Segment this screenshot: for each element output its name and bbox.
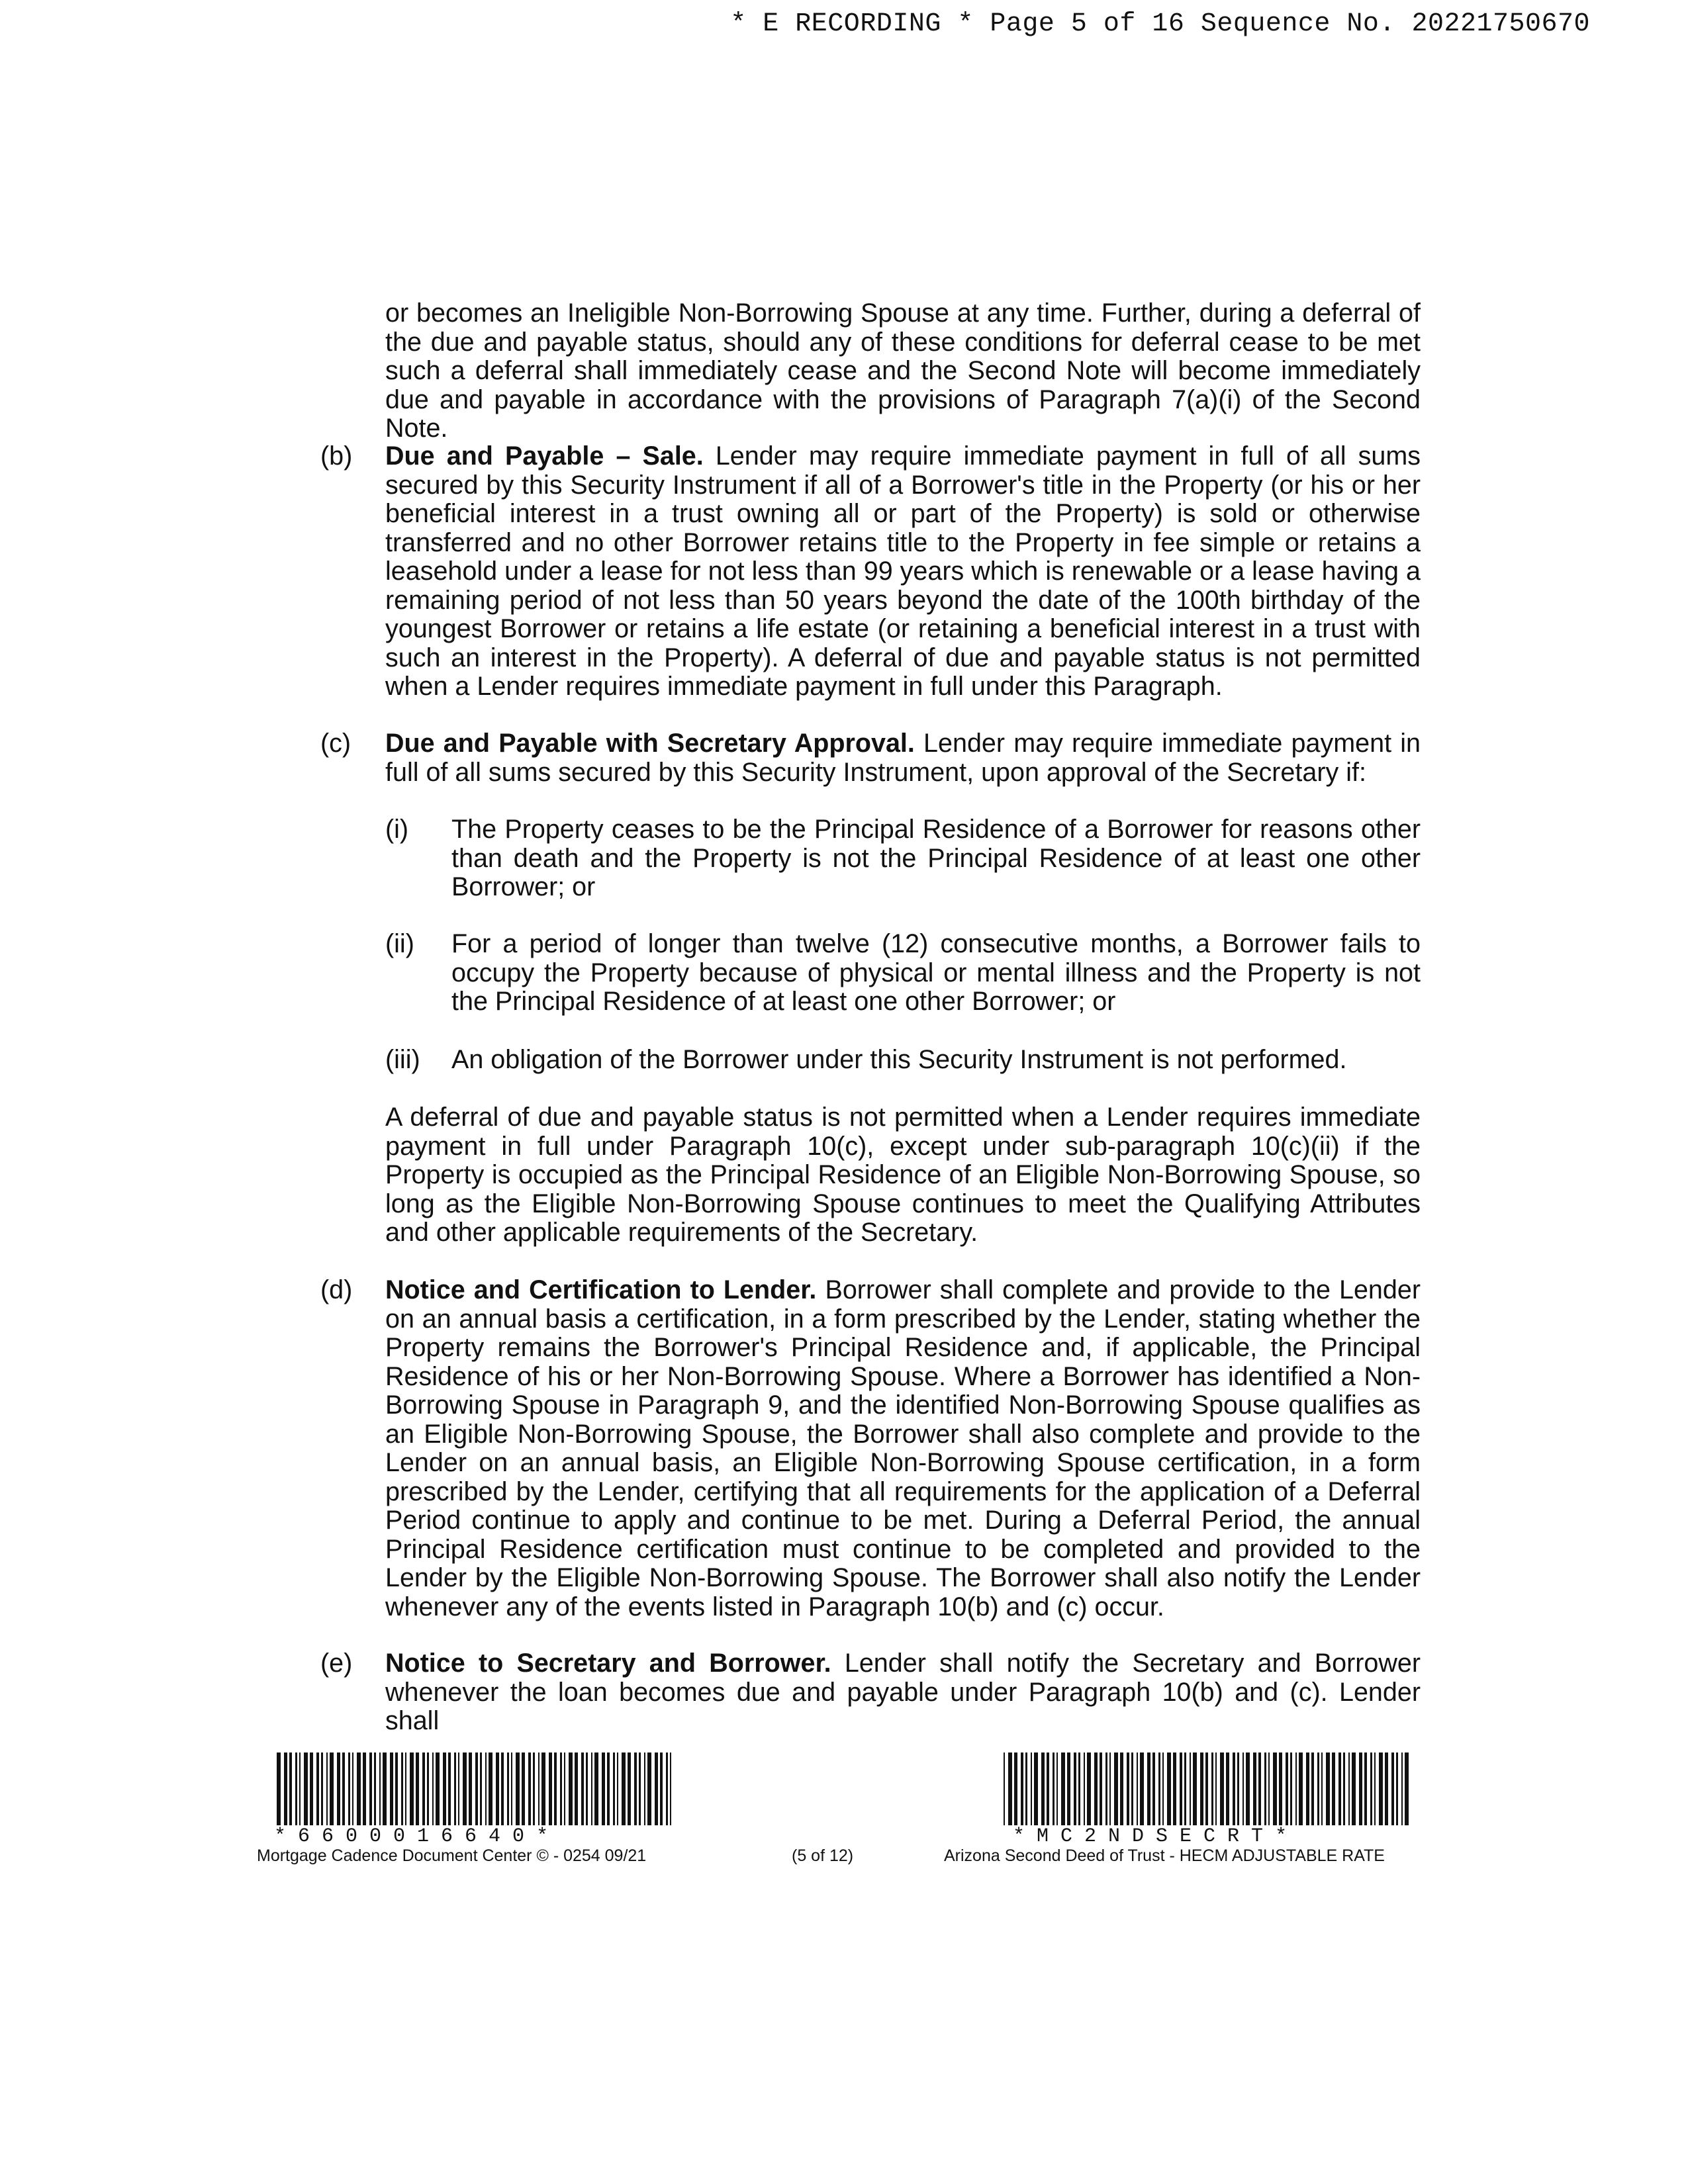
barcode-bar <box>1074 1752 1076 1825</box>
barcode-bar <box>1237 1752 1239 1825</box>
barcode-bar <box>1273 1752 1277 1825</box>
barcode-bar <box>586 1752 588 1825</box>
barcode-bar <box>560 1752 562 1825</box>
right-barcode-text: * M C 2 N D S E C R T * <box>1013 1825 1288 1848</box>
barcode-bar <box>1326 1752 1330 1825</box>
section-c-heading: Due and Payable with Secretary Approval. <box>385 729 915 758</box>
barcode-bar <box>533 1752 535 1825</box>
barcode-bar <box>1031 1752 1032 1825</box>
barcode-bar <box>1401 1752 1403 1825</box>
barcode-bar <box>511 1752 512 1825</box>
barcode-bar <box>422 1752 425 1825</box>
barcode-bar <box>516 1752 520 1825</box>
section-d <box>385 1276 1421 1621</box>
barcode-bar <box>310 1752 313 1825</box>
barcode-bar <box>538 1752 539 1825</box>
barcode-bar <box>1140 1752 1144 1825</box>
barcode-bar <box>634 1752 637 1825</box>
barcode-bar <box>591 1752 592 1825</box>
left-barcode <box>277 1752 678 1825</box>
barcode-bar <box>496 1752 499 1825</box>
section-c-text: Lender may require immediate payment in full of all sums secured by this Security Instrument, upon approval of the Secretary if: <box>385 729 1421 787</box>
barcode-bar <box>1391 1752 1394 1825</box>
barcode-bar <box>1290 1752 1292 1825</box>
barcode-bar <box>1167 1752 1171 1825</box>
barcode-bar <box>1173 1752 1176 1825</box>
section-c-closing: A deferral of due and payable status is not permitted when a Lender requires immediate payment in full under Paragraph 10(c), except under sub-paragraph 10(c)(ii) if the Property is occupied as the Principal Residence of an Eligible Non-Borrowing Spouse, so long as the Eligible Non-Borrowing Spouse continues to meet the Qualifying Attributes and other applicable requirements of the Secretary. <box>385 1103 1421 1247</box>
section-d-text: Borrower shall complete and provide to the Lender on an annual basis a certification, in a form prescribed by the Lender, stating whether the Property remains the Borrower's Principal Residence and, if applicable, the Principal Residence of his or her Non-Borrowing Spouse. Where a Borrower has identified a Non-Borrowing Spouse in Paragraph 9, and the identified Non-Borrowing Spouse qualifies as an Eligible Non-Borrowing Spouse, the Borrower shall also complete and provide to the Lender on an annual basis, an Eligible Non-Borrowing Spouse certification, in a form prescribed by the Lender, certifying that all requirements for the application of a Deferral Period continue to apply and continue to be met. During a Deferral Period, the annual Principal Residence certification must continue to be completed and provided to the Lender by the Eligible Non-Borrowing Spouse. The Borrower shall also notify the Lender whenever any of the events listed in Paragraph 10(b) and (c) occur. <box>385 1275 1421 1621</box>
barcode-bar <box>1014 1752 1017 1825</box>
footer-right-caption: Arizona Second Deed of Trust - HECM ADJUSTABLE RATE <box>944 1846 1385 1865</box>
barcode-bar <box>660 1752 663 1825</box>
barcode-bar <box>1226 1752 1229 1825</box>
barcode-bar <box>1311 1752 1314 1825</box>
barcode-bar <box>1352 1752 1356 1825</box>
barcode-bar <box>1364 1752 1367 1825</box>
barcode-bar <box>581 1752 584 1825</box>
barcode-bar <box>617 1752 618 1825</box>
barcode-bar <box>1008 1752 1012 1825</box>
barcode-bar <box>1162 1752 1164 1825</box>
section-d-heading: Notice and Certification to Lender. <box>385 1275 817 1304</box>
section-d-label: (d) <box>320 1275 353 1304</box>
section-b-label: (b) <box>320 441 353 471</box>
barcode-bar <box>1405 1752 1409 1825</box>
barcode-bar <box>1094 1752 1098 1825</box>
barcode-bar <box>458 1752 459 1825</box>
barcode-bar <box>401 1752 403 1825</box>
barcode-bar <box>304 1752 308 1825</box>
barcode-bar <box>454 1752 456 1825</box>
barcode-bar <box>1332 1752 1335 1825</box>
barcode-bar <box>1306 1752 1309 1825</box>
barcode-bar <box>1021 1752 1023 1825</box>
barcode-bar <box>1147 1752 1150 1825</box>
barcode-bar <box>1131 1752 1133 1825</box>
barcode-bar <box>1379 1752 1383 1825</box>
barcode-bar <box>501 1752 504 1825</box>
barcode-bar <box>1374 1752 1376 1825</box>
barcode-bar <box>295 1752 297 1825</box>
section-b-heading: Due and Payable – Sale. <box>385 441 704 471</box>
left-barcode-text: * 6 6 0 0 0 1 6 6 4 0 * <box>274 1825 549 1848</box>
barcode-bar <box>277 1752 281 1825</box>
barcode-bar <box>432 1752 434 1825</box>
barcode-bar <box>1205 1752 1208 1825</box>
barcode-bar <box>1034 1752 1038 1825</box>
barcode-bar <box>469 1752 472 1825</box>
barcode-bar <box>448 1752 451 1825</box>
barcode-bar <box>1105 1752 1107 1825</box>
barcode-bar <box>644 1752 645 1825</box>
barcode-bar <box>564 1752 565 1825</box>
barcode-bar <box>1120 1752 1123 1825</box>
barcode-bar <box>1264 1752 1266 1825</box>
barcode-bar <box>1253 1752 1256 1825</box>
barcode-bar <box>410 1752 414 1825</box>
barcode-bar <box>1067 1752 1070 1825</box>
barcode-bar <box>1220 1752 1224 1825</box>
barcode-bar <box>289 1752 292 1825</box>
barcode-bar <box>342 1752 345 1825</box>
barcode-bar <box>352 1752 353 1825</box>
barcode-bar <box>1246 1752 1250 1825</box>
barcode-bar <box>416 1752 419 1825</box>
barcode-bar <box>1180 1752 1182 1825</box>
section-c-label: (c) <box>320 729 352 758</box>
barcode-bar <box>607 1752 610 1825</box>
barcode-bar <box>443 1752 446 1825</box>
barcode-bar <box>1061 1752 1065 1825</box>
barcode-bar <box>326 1752 328 1825</box>
barcode-bar <box>1184 1752 1186 1825</box>
barcode-bar <box>316 1752 319 1825</box>
barcode-bar <box>427 1752 429 1825</box>
barcode-bar <box>670 1752 671 1825</box>
recording-header: * E RECORDING * Page 5 of 16 Sequence No. 20221750670 <box>730 9 1590 39</box>
barcode-bar <box>475 1752 478 1825</box>
barcode-bar <box>613 1752 615 1825</box>
barcode-bar <box>1268 1752 1270 1825</box>
section-c-item-iii: An obligation of the Borrower under this Security Instrument is not performed. <box>451 1045 1347 1074</box>
barcode-bar <box>554 1752 557 1825</box>
barcode-bar <box>463 1752 467 1825</box>
barcode-bar <box>1348 1752 1350 1825</box>
barcode-bar <box>594 1752 598 1825</box>
section-c-item-i-label: (i) <box>385 815 409 844</box>
barcode-bar <box>1193 1752 1197 1825</box>
footer-left-caption: Mortgage Cadence Document Center © - 0254 09/21 <box>257 1846 647 1865</box>
section-c-item-iii-label: (iii) <box>385 1045 420 1074</box>
section-e-label: (e) <box>320 1649 353 1678</box>
barcode-bar <box>1343 1752 1345 1825</box>
barcode-bar <box>405 1752 406 1825</box>
footer-page-caption: (5 of 12) <box>792 1846 854 1865</box>
barcode-bar <box>363 1752 366 1825</box>
barcode-bar <box>1190 1752 1191 1825</box>
barcode-bar <box>1200 1752 1203 1825</box>
barcode-bar <box>395 1752 398 1825</box>
section-e-heading: Notice to Secretary and Borrower. <box>385 1649 831 1678</box>
barcode-bar <box>1295 1752 1297 1825</box>
barcode-bar <box>485 1752 487 1825</box>
barcode-bar <box>321 1752 323 1825</box>
section-c-item-i: The Property ceases to be the Principal Residence of a Borrower for reasons other than death and the Property is not the Principal Residence of at least one other Borrower; or <box>451 815 1421 901</box>
barcode-bar <box>575 1752 578 1825</box>
barcode-bar <box>1047 1752 1049 1825</box>
section-c-item-ii: For a period of longer than twelve (12) consecutive months, a Borrower fails to occupy the Property because of physical or mental illness and the Property is not the Principal Residence of at least one other Borrower; or <box>451 929 1421 1016</box>
barcode-bar <box>569 1752 573 1825</box>
barcode-bar <box>1233 1752 1235 1825</box>
barcode-bar <box>507 1752 509 1825</box>
barcode-bar <box>1243 1752 1244 1825</box>
barcode-bar <box>1078 1752 1080 1825</box>
section-b <box>385 442 1421 702</box>
barcode-bar <box>1359 1752 1362 1825</box>
barcode-bar <box>1137 1752 1138 1825</box>
barcode-bar <box>549 1752 552 1825</box>
barcode-bar <box>541 1752 545 1825</box>
barcode-bar <box>390 1752 393 1825</box>
barcode-bar <box>383 1752 387 1825</box>
barcode-bar <box>1158 1752 1160 1825</box>
barcode-bar <box>1004 1752 1005 1825</box>
barcode-bar <box>1279 1752 1282 1825</box>
barcode-bar <box>1385 1752 1388 1825</box>
barcode-bar <box>1211 1752 1213 1825</box>
barcode-bar <box>348 1752 350 1825</box>
section-b-text: Lender may require immediate payment in full of all sums secured by this Security Instrument if all of a Borrower's title in the Property (or his or her beneficial interest in a trust owning all or part of the Property) is sold or otherwise transferred and no other Borrower retains title to the Property in fee simple or retains a leasehold under a lease for not less than 99 years which is renewable or a lease having a remaining period of not less than 50 years beyond the date of the 100th birthday of the youngest Borrower or retains a life estate (or retaining a beneficial interest in a trust with such an interest in the Property). A deferral of due and payable status is not permitted when a Lender requires immediate payment in full under this Paragraph. <box>385 441 1421 701</box>
barcode-bar <box>522 1752 525 1825</box>
barcode-bar <box>1215 1752 1217 1825</box>
right-barcode <box>1004 1752 1413 1825</box>
barcode-bar <box>1087 1752 1091 1825</box>
barcode-bar <box>1053 1752 1055 1825</box>
barcode-bar <box>337 1752 340 1825</box>
barcode-bar <box>1286 1752 1288 1825</box>
section-e <box>385 1649 1421 1736</box>
barcode-bar <box>1317 1752 1319 1825</box>
barcode-bar <box>1109 1752 1111 1825</box>
barcode-bar <box>374 1752 376 1825</box>
barcode-bar <box>369 1752 372 1825</box>
barcode-bar <box>666 1752 668 1825</box>
barcode-bar <box>1396 1752 1398 1825</box>
barcode-bar <box>1152 1752 1155 1825</box>
barcode-bar <box>299 1752 301 1825</box>
barcode-bar <box>655 1752 658 1825</box>
barcode-bar <box>622 1752 626 1825</box>
barcode-bar <box>480 1752 482 1825</box>
barcode-bar <box>1100 1752 1102 1825</box>
barcode-bar <box>647 1752 651 1825</box>
barcode-bar <box>1127 1752 1129 1825</box>
barcode-bar <box>1299 1752 1303 1825</box>
barcode-bar <box>1041 1752 1045 1825</box>
barcode-bar <box>489 1752 492 1825</box>
barcode-bar <box>528 1752 531 1825</box>
barcode-bar <box>1338 1752 1341 1825</box>
barcode-bar <box>1321 1752 1323 1825</box>
barcode-bar <box>1056 1752 1058 1825</box>
section-c-item-ii-label: (ii) <box>385 929 414 958</box>
barcode-bar <box>1084 1752 1085 1825</box>
barcode-bar <box>1370 1752 1372 1825</box>
barcode-bar <box>284 1752 287 1825</box>
barcode-bar <box>1114 1752 1118 1825</box>
section-e-text: Lender shall notify the Secretary and Borrower whenever the loan becomes due and payable under Paragraph 10(b) and (c). Lender shall <box>385 1649 1421 1735</box>
barcode-bar <box>330 1752 334 1825</box>
barcode-bar <box>436 1752 440 1825</box>
barcode-bar <box>1258 1752 1261 1825</box>
barcode-bar <box>628 1752 631 1825</box>
barcode-bar <box>639 1752 641 1825</box>
barcode-bar <box>357 1752 361 1825</box>
barcode-bar <box>602 1752 605 1825</box>
section-c <box>385 729 1421 787</box>
barcode-bar <box>379 1752 381 1825</box>
barcode-bar <box>1025 1752 1027 1825</box>
carryover-paragraph: or becomes an Ineligible Non-Borrowing Spouse at any time. Further, during a deferral of the due and payable status, should any of these conditions for deferral cease to be met such a deferral shall immediately cease and the Second Note will become immediately due and payable in accordance with the provisions of Paragraph 7(a)(i) of the Second Note. <box>385 298 1421 443</box>
